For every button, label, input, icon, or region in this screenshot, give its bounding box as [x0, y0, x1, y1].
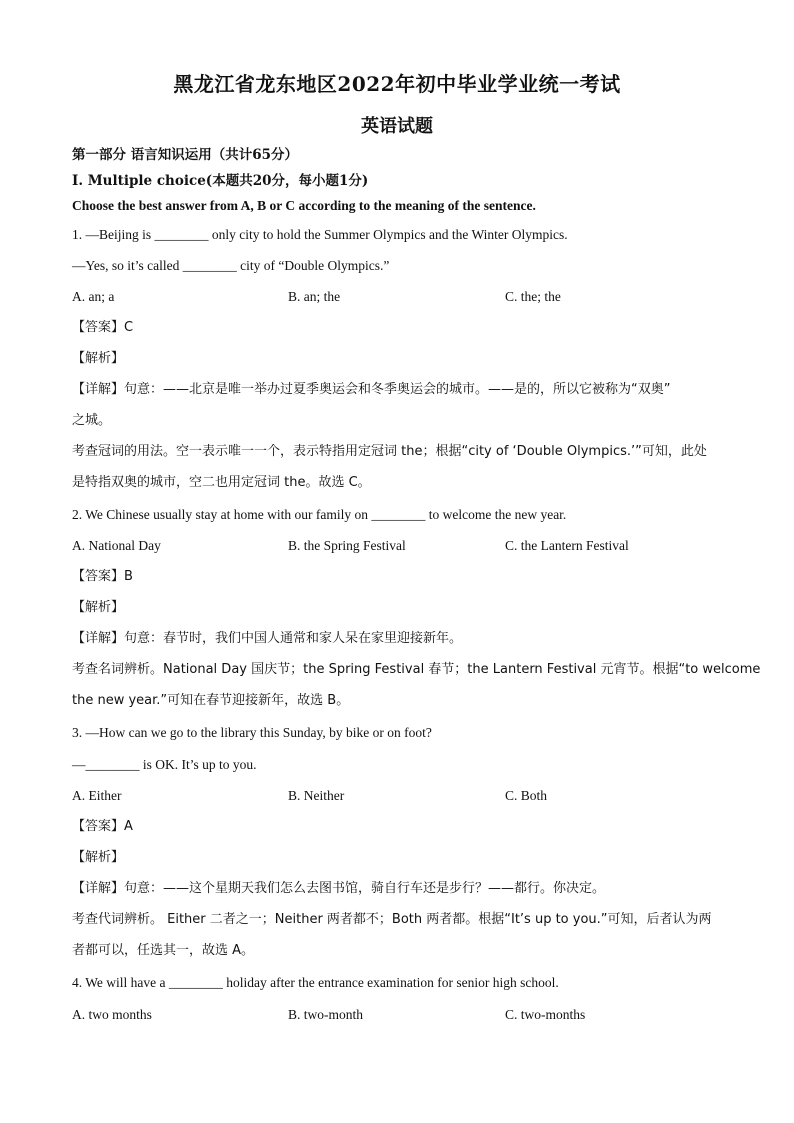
page-title: 黑龙江省龙东地区2022年初中毕业学业统一考试 — [173, 72, 621, 96]
question-1-detail-cont: 之城。 — [72, 413, 112, 428]
section-heading: Ⅰ. Multiple choice(本题共20分，每小题1分) — [72, 173, 369, 189]
option-a: A. Either — [72, 788, 122, 803]
question-2-answer: 【答案】B — [72, 569, 133, 584]
question-1-explanation: 考查冠词的用法。空一表示唯一一个，表示特指用定冠词 the；根据“city of ‘Double Olympics.’”可知，此处 — [72, 444, 707, 459]
section-instruction: Choose the best answer from A, B or C according to the meaning of the sentence. — [72, 198, 536, 213]
option-c: C. Both — [505, 788, 548, 803]
part-heading: 第一部分 语言知识运用（共计65分） — [72, 147, 298, 163]
option-b: B. Neither — [288, 788, 345, 803]
question-4-options — [72, 1006, 732, 1024]
question-3-explanation-cont: 者都可以，任选其一，故选 A。 — [72, 943, 255, 958]
question-2-explanation-cont: the new year.”可知在春节迎接新年，故选 B。 — [72, 693, 350, 708]
option-a: A. two months — [72, 1007, 152, 1022]
question-1-stem: 1. —Beijing is ________ only city to hold the Summer Olympics and the Winter Olympics. — [72, 227, 568, 242]
question-2-explanation: 考查名词辨析。National Day 国庆节；the Spring Festival 春节；the Lantern Festival 元宵节。根据“to welcome — [72, 662, 761, 677]
question-3-detail: 【详解】句意：——这个星期天我们怎么去图书馆，骑自行车还是步行？——都行。你决定。 — [72, 881, 606, 896]
question-1-explanation-cont: 是特指双奥的城市，空二也用定冠词 the。故选 C。 — [72, 475, 371, 490]
page-subtitle: 英语试题 — [361, 116, 433, 137]
question-3-analysis-label: 【解析】 — [72, 850, 125, 865]
option-a: A. an; a — [72, 289, 115, 304]
option-c: C. two-months — [505, 1007, 586, 1022]
option-b: B. two-month — [288, 1007, 364, 1022]
question-3-answer: 【答案】A — [72, 819, 133, 834]
option-a: A. National Day — [72, 538, 161, 553]
question-1-answer: 【答案】C — [72, 320, 134, 335]
question-2-options — [72, 537, 732, 555]
question-1-analysis-label: 【解析】 — [72, 351, 125, 366]
option-c: C. the; the — [505, 289, 561, 304]
question-1-stem-reply: —Yes, so it’s called ________ city of “Double Olympics.” — [72, 258, 390, 273]
question-3-explanation: 考查代词辨析。 Either 二者之一；Neither 两者都不；Both 两者都。根据“It’s up to you.”可知，后者认为两 — [72, 912, 712, 927]
question-1-detail: 【详解】句意：——北京是唯一举办过夏季奥运会和冬季奥运会的城市。——是的，所以它被称为“双奥” — [72, 382, 671, 397]
question-3-stem: 3. —How can we go to the library this Sunday, by bike or on foot? — [72, 725, 432, 740]
question-3-options — [72, 787, 732, 805]
question-3-stem-reply: —________ is OK. It’s up to you. — [72, 757, 257, 772]
option-c: C. the Lantern Festival — [505, 538, 629, 553]
option-b: B. an; the — [288, 289, 341, 304]
question-4-stem: 4. We will have a ________ holiday after the entrance examination for senior high school. — [72, 975, 559, 990]
question-2-detail: 【详解】句意：春节时，我们中国人通常和家人呆在家里迎接新年。 — [72, 631, 463, 646]
question-2-stem: 2. We Chinese usually stay at home with our family on ________ to welcome the new year. — [72, 507, 567, 522]
question-2-analysis-label: 【解析】 — [72, 600, 125, 615]
option-b: B. the Spring Festival — [288, 538, 406, 553]
question-1-options — [72, 288, 732, 306]
